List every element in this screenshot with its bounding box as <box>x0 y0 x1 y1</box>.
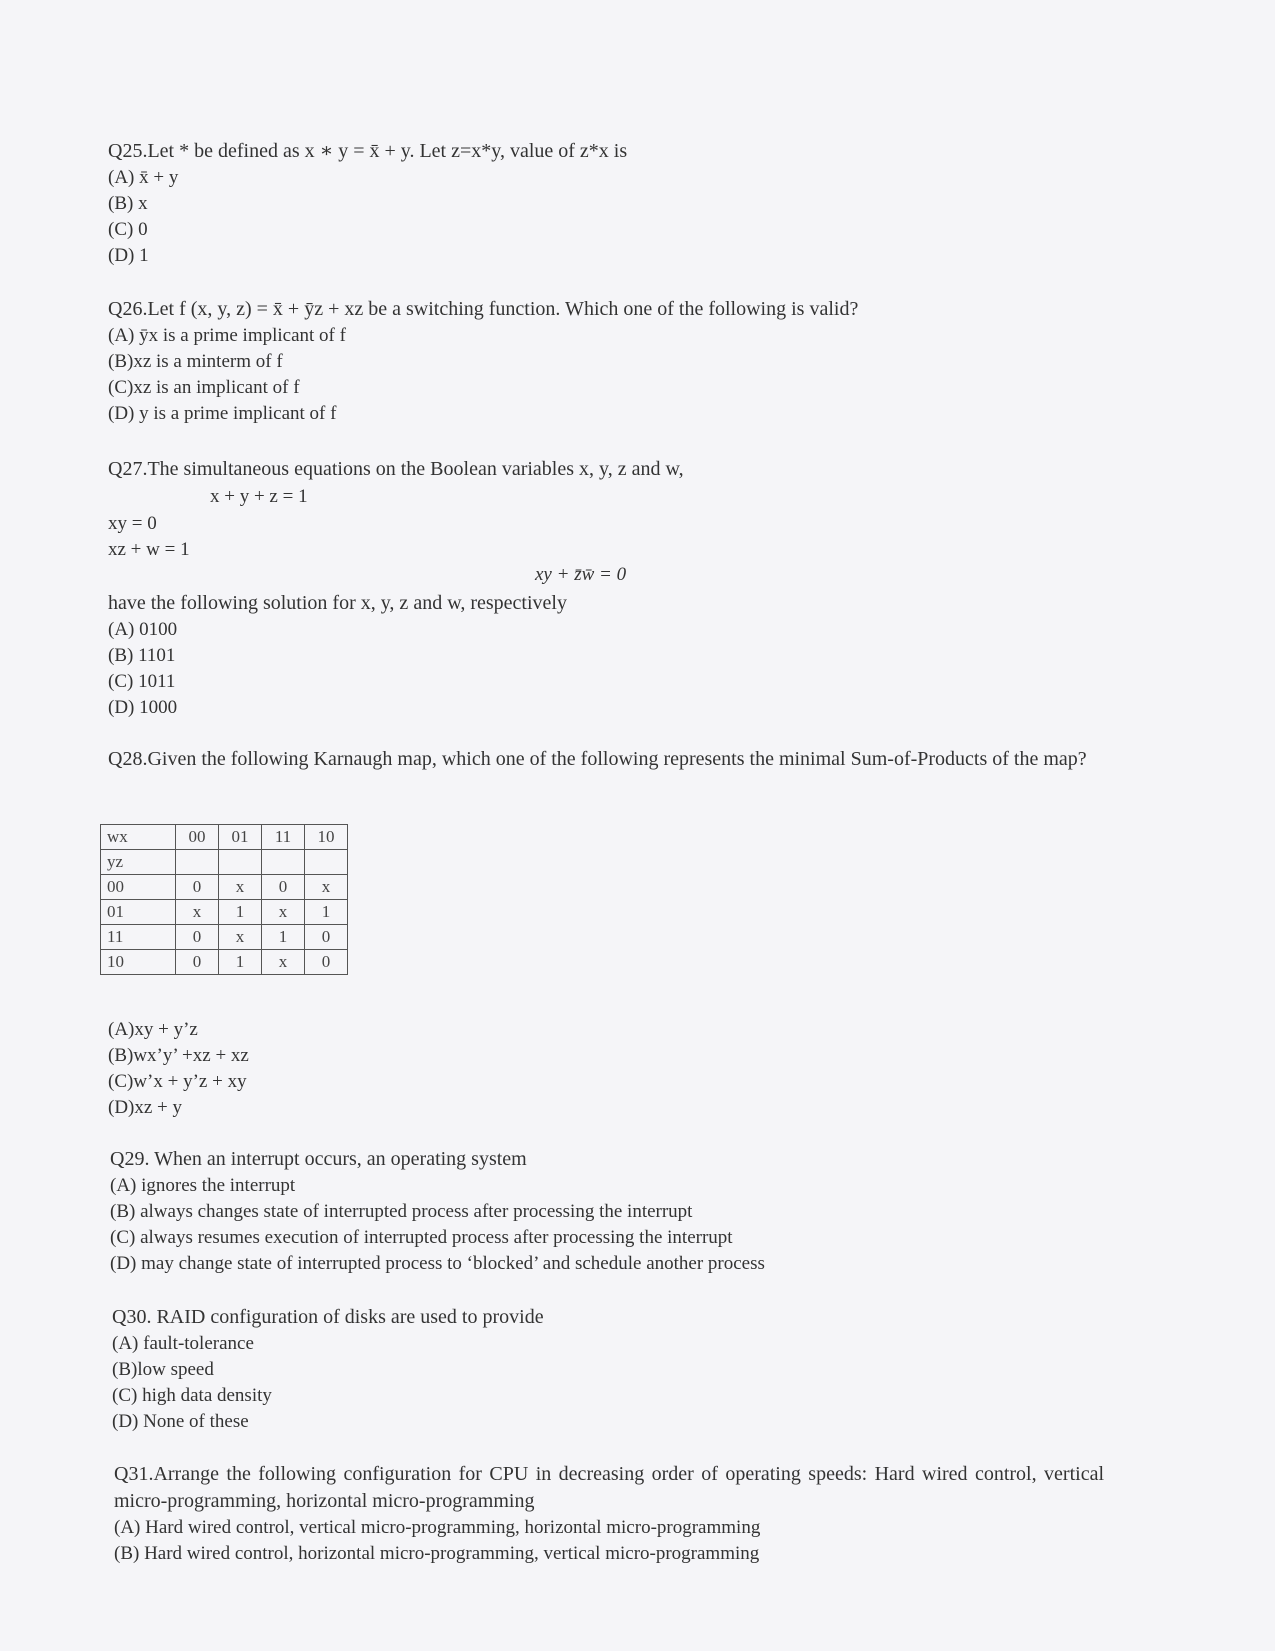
question-stem: Q27.The simultaneous equations on the Boolean variables x, y, z and w, <box>108 458 684 480</box>
kmap-empty-cell <box>176 850 219 875</box>
option-b: (B) x <box>108 193 148 214</box>
kmap-cell: 1 <box>219 900 262 925</box>
option-b: (B)low speed <box>112 1359 214 1380</box>
kmap-cell: 0 <box>176 950 219 975</box>
option-d: (D) 1 <box>108 245 149 266</box>
option-b: (B) Hard wired control, horizontal micro-programming, vertical micro-programming <box>114 1543 760 1564</box>
question-31 <box>114 1461 1104 1567</box>
kmap-corner-bottom: yz <box>101 850 176 875</box>
option-a: (A) 0100 <box>108 619 178 640</box>
option-d: (D) may change state of interrupted process to ‘blocked’ and schedule another process <box>110 1253 765 1274</box>
kmap-cell: 1 <box>305 900 348 925</box>
kmap-cell: x <box>219 925 262 950</box>
kmap-row-header: 11 <box>101 925 176 950</box>
kmap-row <box>101 875 348 900</box>
question-stem: Q31.Arrange the following configuration for CPU in decreasing order of operating speeds: Hard wired control, vertical micro-programming, horizontal micro-programming <box>114 1463 1104 1512</box>
kmap-col-header: 10 <box>305 825 348 850</box>
option-a: (A) ȳx is a prime implicant of f <box>108 325 346 346</box>
question-30 <box>112 1304 1112 1435</box>
equation-1: x + y + z = 1 <box>210 486 308 507</box>
option-d: (D) None of these <box>112 1411 249 1432</box>
kmap-row <box>101 925 348 950</box>
equation-3: xz + w = 1 <box>108 539 190 560</box>
option-a: (A) x̄ + y <box>108 167 179 188</box>
option-a: (A) fault-tolerance <box>112 1333 254 1354</box>
kmap-row <box>101 950 348 975</box>
option-c: (C)xz is an implicant of f <box>108 377 300 398</box>
option-d: (D) y is a prime implicant of f <box>108 403 337 424</box>
option-b: (B) 1101 <box>108 645 176 666</box>
question-26 <box>108 296 1108 427</box>
kmap-row-header: 00 <box>101 875 176 900</box>
kmap-cell: x <box>219 875 262 900</box>
option-d: (D)xz + y <box>108 1097 183 1118</box>
question-stem: Q25.Let * be defined as x ∗ y = x̄ + y. Let z=x*y, value of z*x is <box>108 140 628 162</box>
question-25 <box>108 138 1108 269</box>
kmap-cell: x <box>305 875 348 900</box>
kmap-cell: 1 <box>219 950 262 975</box>
kmap-col-header: 00 <box>176 825 219 850</box>
question-tail: have the following solution for x, y, z and w, respectively <box>108 592 567 614</box>
kmap-cell: 0 <box>262 875 305 900</box>
kmap-cell: 1 <box>262 925 305 950</box>
kmap-cell: 0 <box>305 925 348 950</box>
kmap-corner-top: wx <box>101 825 176 850</box>
option-c: (C) high data density <box>112 1385 272 1406</box>
kmap-cell: 0 <box>176 875 219 900</box>
kmap-row <box>101 900 348 925</box>
karnaugh-map <box>100 824 348 975</box>
question-28-options <box>108 1017 1108 1121</box>
question-27 <box>108 456 1108 483</box>
question-28 <box>108 746 1108 773</box>
option-c: (C) 1011 <box>108 671 176 692</box>
kmap-col-header: 11 <box>262 825 305 850</box>
question-stem: Q28.Given the following Karnaugh map, which one of the following represents the minimal Sum-of-Products of the map? <box>108 748 1087 770</box>
kmap-cell: 0 <box>176 925 219 950</box>
option-a: (A) ignores the interrupt <box>110 1175 296 1196</box>
option-c: (C)w’x + y’z + xy <box>108 1071 247 1092</box>
option-a: (A) Hard wired control, vertical micro-programming, horizontal micro-programming <box>114 1517 761 1538</box>
option-b: (B)wx’y’ +xz + xz <box>108 1045 249 1066</box>
kmap-empty-cell <box>305 850 348 875</box>
question-stem: Q26.Let f (x, y, z) = x̄ + ȳz + xz be a switching function. Which one of the following is valid? <box>108 298 859 320</box>
kmap-cell: x <box>262 900 305 925</box>
question-stem: Q29. When an interrupt occurs, an operating system <box>110 1148 527 1170</box>
option-d: (D) 1000 <box>108 697 178 718</box>
question-29 <box>110 1146 1110 1277</box>
question-27-tail <box>108 590 1108 721</box>
kmap-row-header: 01 <box>101 900 176 925</box>
kmap-empty-cell <box>219 850 262 875</box>
equation-4: xy + z̄w̄ = 0 <box>535 564 627 585</box>
kmap-cell: x <box>176 900 219 925</box>
kmap-col-header: 01 <box>219 825 262 850</box>
option-b: (B)xz is a minterm of f <box>108 351 283 372</box>
kmap-cell: 0 <box>305 950 348 975</box>
option-c: (C) always resumes execution of interrupted process after processing the interrupt <box>110 1227 733 1248</box>
question-stem: Q30. RAID configuration of disks are used to provide <box>112 1306 544 1328</box>
kmap-cell: x <box>262 950 305 975</box>
option-a: (A)xy + y’z <box>108 1019 198 1040</box>
equation-2: xy = 0 <box>108 513 157 534</box>
option-c: (C) 0 <box>108 219 148 240</box>
kmap-empty-cell <box>262 850 305 875</box>
kmap-row-header: 10 <box>101 950 176 975</box>
option-b: (B) always changes state of interrupted process after processing the interrupt <box>110 1201 693 1222</box>
